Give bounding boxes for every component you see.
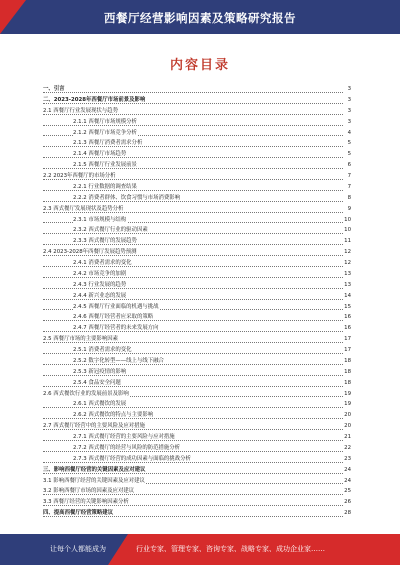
toc-entry[interactable] bbox=[43, 193, 351, 204]
toc-page-number: 16 bbox=[343, 323, 351, 334]
toc-entry[interactable] bbox=[43, 149, 351, 160]
toc-page-number: 17 bbox=[343, 334, 351, 345]
toc-leader-dots bbox=[43, 429, 343, 430]
toc-page-number: 22 bbox=[343, 443, 351, 454]
toc-entry[interactable] bbox=[43, 312, 351, 323]
toc-entry-title: 2.4.7 西餐厅经营者的未来发展方向 bbox=[73, 325, 159, 332]
toc-entry-title: 2.1.1 西餐厅市场规模分析 bbox=[73, 118, 137, 125]
toc-entry[interactable] bbox=[43, 247, 351, 258]
toc-entry[interactable] bbox=[43, 106, 351, 117]
toc-entry[interactable] bbox=[43, 280, 351, 291]
toc-leader-dots bbox=[43, 494, 343, 495]
toc-entry[interactable] bbox=[43, 378, 351, 389]
toc-entry-title: 3.1 影响西餐厅经营的关键因素及应对建议 bbox=[43, 477, 145, 484]
toc-entry-title: 2.2.2 消费者群体、饮食习惯与市场消费影响 bbox=[73, 194, 181, 201]
toc-entry[interactable] bbox=[43, 236, 351, 247]
toc-page-number: 8 bbox=[347, 193, 351, 204]
toc-leader-dots bbox=[43, 168, 343, 169]
toc-leader-dots bbox=[43, 233, 343, 234]
toc-page-number: 3 bbox=[347, 95, 351, 106]
toc-entry-title: 2.7.2 西式餐厅的经营与风险的防范措施分析 bbox=[73, 444, 181, 451]
toc-page-number: 7 bbox=[347, 182, 351, 193]
toc-entry-title: 2.1 西餐厅行业发展现状与趋势 bbox=[43, 107, 118, 114]
toc-page-number: 5 bbox=[347, 149, 351, 160]
toc-leader-dots bbox=[43, 244, 343, 245]
toc-leader-dots bbox=[43, 353, 343, 354]
toc-page-number: 3 bbox=[347, 84, 351, 95]
toc-entry-title: 2.5.2 数字化转型——线上与线下融合 bbox=[73, 357, 164, 364]
toc-page-number: 24 bbox=[343, 476, 351, 487]
toc-entry[interactable] bbox=[43, 84, 351, 95]
toc-entry-title: 2.4 2023-2028年西餐厅发展趋势预测 bbox=[43, 249, 137, 256]
toc-entry-title: 2.3 西式餐厅发展现状及趋势分析 bbox=[43, 205, 124, 212]
table-of-contents bbox=[43, 84, 351, 519]
toc-page-number: 23 bbox=[343, 454, 351, 465]
toc-entry[interactable] bbox=[43, 138, 351, 149]
toc-entry[interactable] bbox=[43, 454, 351, 465]
toc-entry[interactable] bbox=[43, 128, 351, 139]
toc-entry-title: 2.3.2 西式餐厅行业的驱动因素 bbox=[73, 227, 148, 234]
toc-entry[interactable] bbox=[43, 410, 351, 421]
toc-page-number: 10 bbox=[343, 225, 351, 236]
toc-leader-dots bbox=[43, 255, 343, 256]
toc-entry[interactable] bbox=[43, 215, 351, 226]
toc-page-number: 18 bbox=[343, 356, 351, 367]
toc-leader-dots bbox=[43, 342, 343, 343]
toc-entry-title: 2.4.2 市场竞争的加剧 bbox=[73, 270, 127, 277]
toc-leader-dots bbox=[43, 320, 343, 321]
toc-entry[interactable] bbox=[43, 497, 351, 508]
toc-entry-title: 3.2 影响西餐厅市场的因素及应对建议 bbox=[43, 488, 135, 495]
toc-entry[interactable] bbox=[43, 171, 351, 182]
toc-entry-title: 2.7 西式餐厅经营中的主要风险及应对措施 bbox=[43, 423, 145, 430]
toc-entry[interactable] bbox=[43, 356, 351, 367]
toc-entry[interactable] bbox=[43, 258, 351, 269]
toc-page-number: 18 bbox=[343, 367, 351, 378]
toc-entry-title: 2.2.1 行业数据的调查结果 bbox=[73, 183, 137, 190]
footer-roles: 行业专家、管理专家、咨询专家、战略专家、成功企业家…… bbox=[136, 545, 325, 553]
toc-page-number: 3 bbox=[347, 106, 351, 117]
toc-page-number: 17 bbox=[343, 345, 351, 356]
toc-entry-title: 2.7.1 西式餐厅经营的主要风险与应对措施 bbox=[73, 434, 175, 440]
toc-entry[interactable] bbox=[43, 182, 351, 193]
toc-page-number: 19 bbox=[343, 389, 351, 400]
toc-entry-title: 2.5.1 消费者需求的变化 bbox=[73, 347, 132, 353]
toc-page-number: 25 bbox=[343, 486, 351, 497]
toc-entry[interactable] bbox=[43, 367, 351, 378]
toc-heading: 内容目录 bbox=[169, 58, 230, 73]
toc-page-number: 28 bbox=[343, 508, 351, 519]
toc-entry-title: 2.3.3 西式餐厅的发展趋势 bbox=[73, 238, 137, 245]
toc-page-number: 19 bbox=[343, 399, 351, 410]
toc-leader-dots bbox=[43, 146, 343, 147]
toc-leader-dots bbox=[43, 418, 343, 419]
report-title: 西餐厅经营影响因素及策略研究报告 bbox=[104, 11, 296, 25]
page-header bbox=[0, 0, 400, 34]
toc-leader-dots bbox=[43, 92, 343, 93]
toc-leader-dots bbox=[43, 440, 343, 441]
toc-page-number: 18 bbox=[343, 378, 351, 389]
toc-entry-title: 四、提高西餐厅经营策略建议 bbox=[43, 510, 114, 517]
toc-entry[interactable] bbox=[43, 389, 351, 400]
toc-entry[interactable] bbox=[43, 421, 351, 432]
toc-entry[interactable] bbox=[43, 508, 351, 519]
toc-entry[interactable] bbox=[43, 302, 351, 313]
toc-entry-title: 一、引言 bbox=[43, 86, 65, 92]
toc-entry-title: 2.5.3 新冠疫情的影响 bbox=[73, 368, 127, 375]
toc-leader-dots bbox=[43, 407, 343, 408]
toc-entry-title: 2.4.4 新兴业态的发展 bbox=[73, 292, 127, 299]
toc-entry-title: 2.4.3 行业发展的趋势 bbox=[73, 281, 127, 288]
toc-entry-title: 2.4.1 消费者需求的变化 bbox=[73, 260, 132, 266]
toc-entry-title: 2.4.5 西餐厅行业面临的机遇与挑战 bbox=[73, 303, 159, 310]
toc-page-number: 13 bbox=[343, 280, 351, 291]
toc-page-number: 12 bbox=[343, 258, 351, 269]
toc-page-number: 20 bbox=[343, 421, 351, 432]
toc-leader-dots bbox=[43, 516, 343, 517]
toc-page-number: 6 bbox=[347, 160, 351, 171]
toc-entry[interactable] bbox=[43, 399, 351, 410]
toc-entry-title: 2.6.1 西式餐饮的发展 bbox=[73, 401, 127, 408]
toc-page-number: 26 bbox=[343, 497, 351, 508]
toc-leader-dots bbox=[43, 331, 343, 332]
toc-entry[interactable] bbox=[43, 432, 351, 443]
toc-entry[interactable] bbox=[43, 345, 351, 356]
toc-page-number: 20 bbox=[343, 410, 351, 421]
toc-page-number: 9 bbox=[347, 204, 351, 215]
toc-entry-title: 2.1.3 西餐厅消费者需求分析 bbox=[73, 140, 143, 147]
toc-entry[interactable] bbox=[43, 465, 351, 476]
toc-page-number: 13 bbox=[343, 269, 351, 280]
toc-entry-title: 2.5.4 食品安全问题 bbox=[73, 379, 121, 386]
toc-entry[interactable] bbox=[43, 486, 351, 497]
toc-entry[interactable] bbox=[43, 160, 351, 171]
toc-page-number: 11 bbox=[343, 236, 351, 247]
toc-entry[interactable] bbox=[43, 476, 351, 487]
toc-entry[interactable] bbox=[43, 204, 351, 215]
toc-entry[interactable] bbox=[43, 334, 351, 345]
toc-page-number: 15 bbox=[343, 302, 351, 313]
toc-leader-dots bbox=[43, 157, 343, 158]
page-footer bbox=[0, 534, 400, 565]
toc-entry[interactable] bbox=[43, 225, 351, 236]
footer-red-accent bbox=[108, 534, 128, 565]
footer-slogan: 让每个人都能成为 bbox=[50, 545, 106, 553]
toc-leader-dots bbox=[43, 505, 343, 506]
toc-page-number: 14 bbox=[343, 291, 351, 302]
toc-entry-title: 2.4.6 西餐厅经营者应采取的策略 bbox=[73, 314, 154, 321]
toc-entry-title: 二、2023-2028年西餐厅市场前景及影响 bbox=[43, 96, 146, 103]
toc-entry[interactable] bbox=[43, 95, 351, 106]
toc-entry-title: 2.7.3 西式餐厅经营的成功因素与面临的挑战分析 bbox=[73, 455, 191, 462]
toc-entry-title: 2.1.4 西餐厅市场趋势 bbox=[73, 151, 127, 158]
toc-entry-title: 2.6.2 西式餐饮的特点与主要影响 bbox=[73, 412, 154, 419]
toc-page-number: 24 bbox=[343, 465, 351, 476]
toc-page-number: 21 bbox=[343, 432, 351, 443]
toc-page-number: 5 bbox=[347, 138, 351, 149]
toc-page-number: 12 bbox=[343, 247, 351, 258]
toc-entry[interactable] bbox=[43, 117, 351, 128]
toc-entry[interactable] bbox=[43, 291, 351, 302]
toc-entry-title: 2.1.2 西餐厅市场竞争分析 bbox=[73, 129, 137, 136]
toc-entry[interactable] bbox=[43, 269, 351, 280]
toc-entry[interactable] bbox=[43, 443, 351, 454]
toc-entry-title: 三、影响西餐厅经营的关键因素及应对建议 bbox=[43, 466, 146, 473]
toc-page-number: 4 bbox=[347, 128, 351, 139]
toc-leader-dots bbox=[43, 266, 343, 267]
toc-entry-title: 2.1.5 西餐厅行业发展前景 bbox=[73, 162, 137, 169]
toc-entry-title: 2.5 西餐厅市场的主要影响因素 bbox=[43, 336, 118, 343]
toc-entry-title: 2.2 2023年西餐厅的市场分析 bbox=[43, 173, 116, 179]
toc-page-number: 10 bbox=[343, 215, 351, 226]
toc-leader-dots bbox=[43, 179, 343, 180]
toc-page-number: 16 bbox=[343, 312, 351, 323]
toc-entry-title: 2.6 西式餐饮行业的发展前景及影响 bbox=[43, 390, 129, 397]
toc-entry-title: 3.3 西餐厅经营的关键影响因素分析 bbox=[43, 499, 129, 506]
toc-page-number: 7 bbox=[347, 171, 351, 182]
toc-page-number: 3 bbox=[347, 117, 351, 128]
toc-entry-title: 2.3.1 市场规模与结构 bbox=[73, 216, 127, 223]
toc-entry[interactable] bbox=[43, 323, 351, 334]
